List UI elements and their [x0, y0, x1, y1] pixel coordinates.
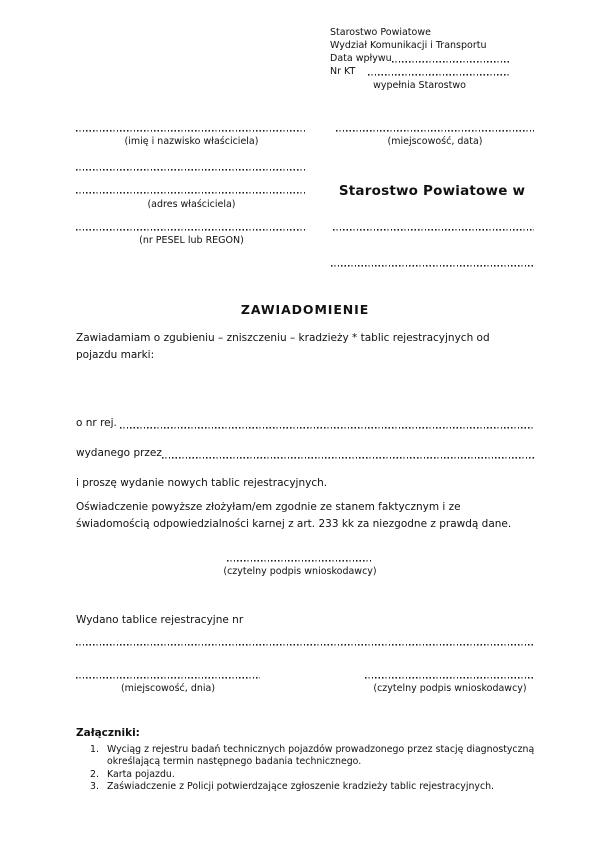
attachment-number: 2.	[90, 768, 99, 780]
issued-by-label: wydanego przez	[76, 447, 162, 459]
applicant-signature-caption: (czytelny podpis wnioskodawcy)	[223, 566, 377, 577]
case-number-label: Nr KT	[330, 66, 356, 77]
addressee-office-title: Starostwo Powiatowe w	[338, 183, 526, 199]
place-date-field-line[interactable]	[336, 129, 534, 132]
document-title: ZAWIADOMIENIE	[240, 302, 370, 317]
attachments-title: Załączniki:	[76, 727, 140, 739]
issued-by-row	[76, 446, 534, 461]
plates-issued-label: Wydano tablice rejestracyjne nr	[76, 614, 244, 626]
issued-signature-line[interactable]	[365, 677, 535, 679]
owner-pesel-caption: (nr PESEL lub REGON)	[139, 235, 244, 246]
applicant-signature-block	[170, 560, 430, 577]
request-line: i proszę wydanie nowych tablic rejestracyjnych.	[76, 477, 328, 489]
attachment-number: 1.	[90, 744, 99, 755]
attachment-text: Karta pojazdu.	[107, 768, 175, 780]
owner-name-field-line-2[interactable]	[76, 168, 307, 171]
reg-number-label: o nr rej.	[76, 417, 121, 429]
owner-address-caption: (adres właściciela)	[147, 199, 236, 210]
owner-address-field-line[interactable]	[76, 191, 307, 194]
owner-name-caption: (imię i nazwisko właściciela)	[124, 136, 259, 147]
list-item	[90, 769, 544, 781]
attachments-section	[76, 727, 544, 794]
office-name: Starostwo Powiatowe	[330, 27, 431, 38]
addressee-field-line-1[interactable]	[333, 228, 534, 231]
issued-signature-block	[365, 677, 535, 694]
reg-number-field-line[interactable]	[120, 421, 534, 431]
plates-issued-field-line[interactable]	[76, 643, 534, 646]
notice-intro-paragraph: Zawiadamiam o zgubieniu – zniszczeniu – kradzieży * tablic rejestracyjnych od pojazdu marki:	[76, 332, 490, 361]
attachment-text: Zaświadczenie z Policji potwierdzające zgłoszenie kradzieży tablic rejestracyjnych.	[107, 781, 495, 793]
filled-by-office-note: wypełnia Starostwo	[373, 80, 466, 91]
attachment-text: Wyciąg z rejestru badań technicznych pojazdów prowadzonego przez stację diagnostyczną określającą termin następnego badania technicznego.	[107, 744, 535, 768]
place-day-caption: (miejscowość, dnia)	[120, 683, 216, 694]
attachments-list	[76, 744, 544, 794]
issued-by-field-line[interactable]	[162, 451, 534, 461]
place-day-block	[76, 677, 260, 694]
applicant-signature-line[interactable]	[227, 560, 373, 562]
addressee-field-line-2[interactable]	[331, 264, 534, 267]
reg-number-row	[76, 416, 534, 431]
case-number-field-line[interactable]	[368, 69, 509, 78]
office-department: Wydział Komunikacji i Transportu	[330, 40, 487, 51]
date-received-field-line[interactable]	[392, 56, 509, 65]
list-item	[90, 744, 544, 769]
declaration-paragraph: Oświadczenie powyższe złożyłam/em zgodnie ze stanem faktycznym i ze świadomością odpowiedzialności karnej z art. 233 kk za niezgodne z prawdą dane.	[76, 501, 512, 530]
owner-name-field-line[interactable]	[76, 129, 307, 132]
attachment-number: 3.	[90, 781, 99, 793]
place-date-caption: (miejscowość, data)	[387, 136, 483, 147]
owner-pesel-field-line[interactable]	[76, 228, 307, 231]
place-day-field-line[interactable]	[76, 677, 260, 679]
list-item	[90, 781, 544, 793]
date-received-label: Data wpływu	[330, 53, 392, 64]
office-header	[330, 26, 509, 92]
issued-signature-caption: (czytelny podpis wnioskodawcy)	[373, 683, 527, 694]
